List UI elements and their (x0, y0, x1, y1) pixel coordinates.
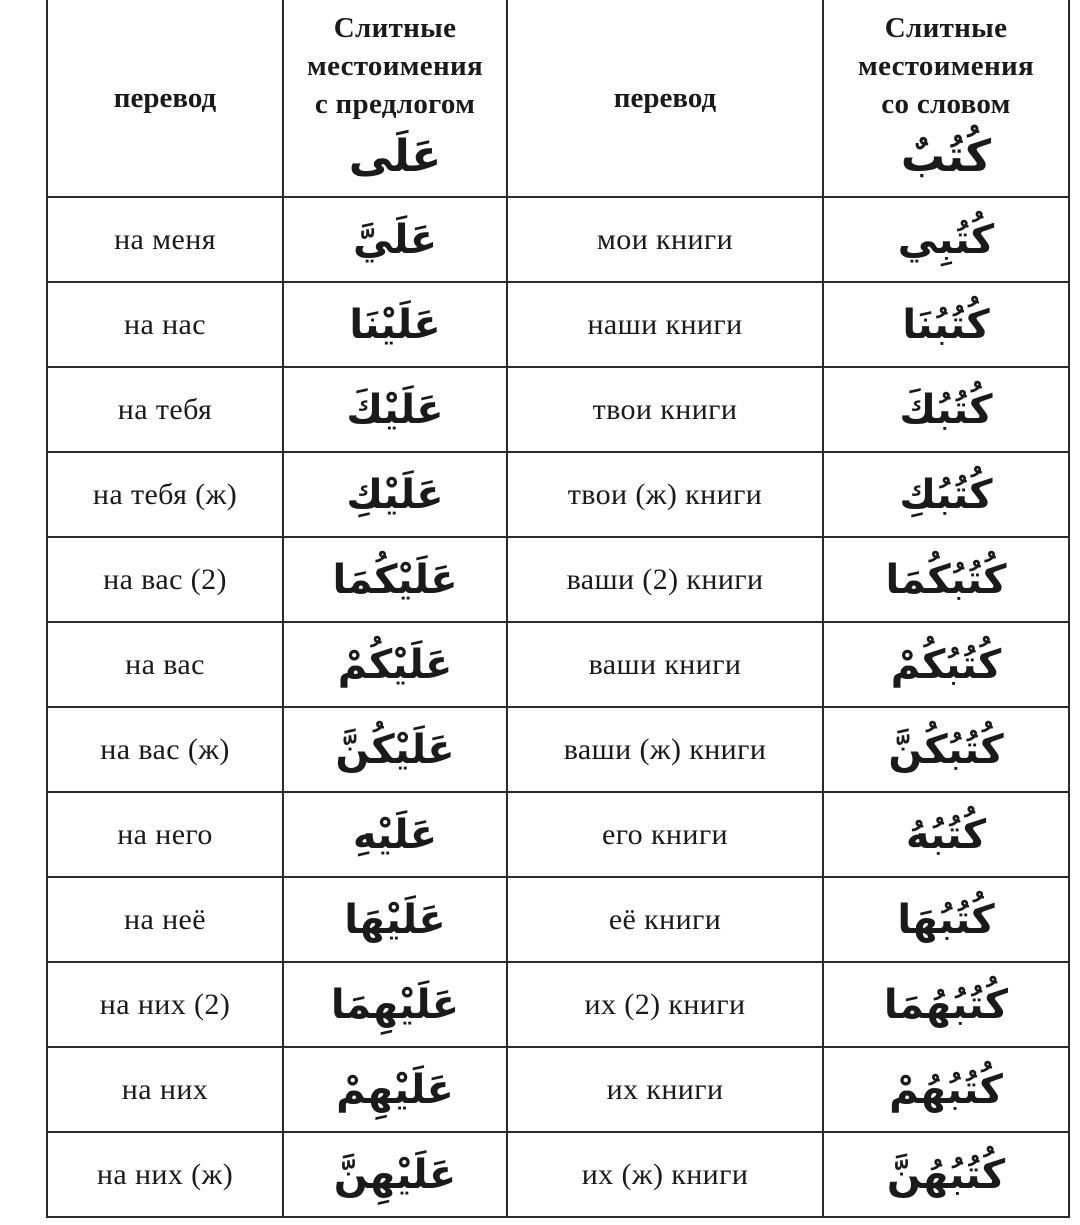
cell-ru-prep: на тебя (47, 367, 283, 452)
cell-ru-prep: на вас (2) (47, 537, 283, 622)
cell-ru-prep: на неё (47, 877, 283, 962)
table-row (47, 1047, 1069, 1132)
cell-ru-noun: наши книги (507, 282, 823, 367)
table-row (47, 367, 1069, 452)
cell-ar-prep: عَلَيْكُمْ (283, 622, 507, 707)
cell-ru-prep: на них (ж) (47, 1132, 283, 1217)
header-prep-word: عَلَى (348, 131, 442, 182)
cell-ar-noun: كُتُبُكُنَّ (823, 707, 1069, 792)
cell-ru-noun: ваши книги (507, 622, 823, 707)
header-noun-line-1: Слитные (884, 12, 1008, 44)
cell-ar-noun: كُتُبُكِ (823, 452, 1069, 537)
cell-ru-prep: на тебя (ж) (47, 452, 283, 537)
cell-ru-prep: на вас (47, 622, 283, 707)
cell-ru-noun: её книги (507, 877, 823, 962)
cell-ar-noun: كُتُبُكُمَا (823, 537, 1069, 622)
table-header-row (47, 0, 1069, 197)
header-translation-noun: перевод (507, 0, 823, 197)
cell-ru-prep: на вас (ж) (47, 707, 283, 792)
cell-ar-prep: عَلَيْهَا (283, 877, 507, 962)
cell-ar-noun: كُتُبُهَا (823, 877, 1069, 962)
cell-ru-noun: их (2) книги (507, 962, 823, 1047)
cell-ru-noun: их (ж) книги (507, 1132, 823, 1217)
table-row (47, 707, 1069, 792)
header-prep-line-3: с предлогом (314, 88, 476, 120)
cell-ru-prep: на нас (47, 282, 283, 367)
header-translation-prep: перевод (47, 0, 283, 197)
cell-ru-noun: их книги (507, 1047, 823, 1132)
table-row (47, 877, 1069, 962)
cell-ar-prep: عَلَيْهِ (283, 792, 507, 877)
cell-ru-prep: на него (47, 792, 283, 877)
cell-ar-prep: عَلَيَّ (283, 197, 507, 282)
cell-ar-prep: عَلَيْهِمَا (283, 962, 507, 1047)
table-row (47, 622, 1069, 707)
cell-ru-prep: на них (47, 1047, 283, 1132)
cell-ru-noun: мои книги (507, 197, 823, 282)
pronoun-table (46, 0, 1070, 1218)
header-noun-pronouns (823, 0, 1069, 197)
table-row (47, 962, 1069, 1047)
cell-ru-noun: твои (ж) книги (507, 452, 823, 537)
cell-ar-noun: كُتُبُهُمْ (823, 1047, 1069, 1132)
cell-ar-noun: كُتُبُهُ (823, 792, 1069, 877)
header-prep-line-1: Слитные (333, 12, 457, 44)
cell-ar-prep: عَلَيْكِ (283, 452, 507, 537)
header-noun-word: كُتُبٌ (900, 131, 992, 182)
table-row (47, 197, 1069, 282)
table-row (47, 1132, 1069, 1217)
table-row (47, 452, 1069, 537)
cell-ar-noun: كُتُبُهُنَّ (823, 1132, 1069, 1217)
cell-ru-prep: на меня (47, 197, 283, 282)
cell-ar-noun: كُتُبُنَا (823, 282, 1069, 367)
cell-ar-prep: عَلَيْكُنَّ (283, 707, 507, 792)
table-row (47, 537, 1069, 622)
cell-ar-noun: كُتُبِي (823, 197, 1069, 282)
cell-ar-noun: كُتُبُكَ (823, 367, 1069, 452)
cell-ru-noun: ваши (ж) книги (507, 707, 823, 792)
header-noun-line-2: местоимения (858, 50, 1034, 82)
header-prep-line-2: местоимения (307, 50, 483, 82)
header-noun-line-3: со словом (881, 88, 1011, 120)
table-row (47, 792, 1069, 877)
cell-ar-prep: عَلَيْكُمَا (283, 537, 507, 622)
header-prep-pronouns (283, 0, 507, 197)
cell-ru-noun: ваши (2) книги (507, 537, 823, 622)
cell-ar-prep: عَلَيْنَا (283, 282, 507, 367)
cell-ru-noun: твои книги (507, 367, 823, 452)
cell-ar-prep: عَلَيْهِنَّ (283, 1132, 507, 1217)
table-row (47, 282, 1069, 367)
cell-ar-noun: كُتُبُهُمَا (823, 962, 1069, 1047)
cell-ru-noun: его книги (507, 792, 823, 877)
cell-ru-prep: на них (2) (47, 962, 283, 1047)
cell-ar-prep: عَلَيْكَ (283, 367, 507, 452)
cell-ar-prep: عَلَيْهِمْ (283, 1047, 507, 1132)
cell-ar-noun: كُتُبُكُمْ (823, 622, 1069, 707)
